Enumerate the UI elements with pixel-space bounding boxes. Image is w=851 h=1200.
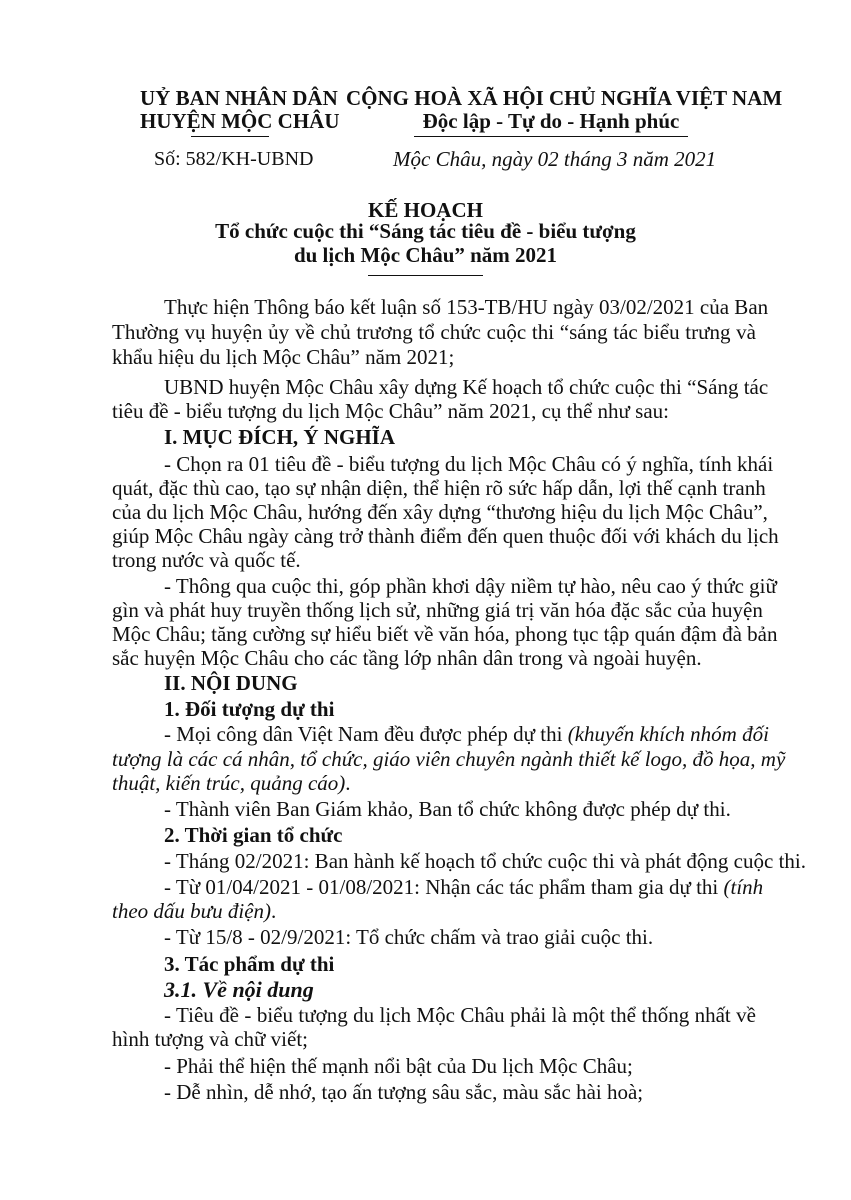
submission-period: . xyxy=(271,899,277,923)
subsection-3-1-paragraph-1-line-1: - Tiêu đề - biểu tượng du lịch Mộc Châu phải là một thể thống nhất về xyxy=(164,1003,756,1027)
document-number: Số: 582/KH-UBND xyxy=(154,148,314,170)
participants-note-start: (khuyến khích nhóm đối xyxy=(567,722,769,746)
national-title: CỘNG HOÀ XÃ HỘI CHỦ NGHĨA VIỆT NAM xyxy=(346,86,783,110)
section-1-paragraph-1-line-2: quát, đặc thù cao, tạo sự nhận diện, thể hiện rõ sức hấp dẫn, lợi thế cạnh tranh xyxy=(112,476,766,500)
section-1-paragraph-1-line-1: - Chọn ra 01 tiêu đề - biểu tượng du lịch Mộc Châu có ý nghĩa, tính khái xyxy=(164,452,774,476)
section-1-paragraph-2-line-3: Mộc Châu; tăng cường sự hiểu biết về văn hóa, phong tục tập quán đậm đà bản xyxy=(112,622,778,646)
issuer-name-line2: HUYỆN MỘC CHÂU xyxy=(140,109,340,133)
subsection-3-1-paragraph-3: - Dễ nhìn, dễ nhớ, tạo ấn tượng sâu sắc, màu sắc hài hoà; xyxy=(164,1080,644,1104)
subsection-1-heading: 1. Đối tượng dự thi xyxy=(164,697,335,721)
section-1-paragraph-1-line-4: giúp Mộc Châu ngày càng trở thành điểm đến quen thuộc đối với khách du lịch xyxy=(112,524,779,548)
participants-note-end: thuật, kiến trúc, quảng cáo) xyxy=(112,771,346,795)
title-underline xyxy=(368,275,483,276)
intro-paragraph-2-line-1: UBND huyện Mộc Châu xây dựng Kế hoạch tổ chức cuộc thi “Sáng tác xyxy=(164,375,769,399)
national-motto: Độc lập - Tự do - Hạnh phúc xyxy=(422,109,680,133)
subsection-1-paragraph-2: - Thành viên Ban Giám khảo, Ban tổ chức không được phép dự thi. xyxy=(164,797,731,821)
subsection-1-paragraph-1-line-3 xyxy=(112,771,351,796)
section-2-heading: II. NỘI DUNG xyxy=(164,671,298,695)
participants-text: - Mọi công dân Việt Nam đều được phép dự thi xyxy=(164,722,568,746)
intro-paragraph-1-line-1: Thực hiện Thông báo kết luận số 153-TB/HU ngày 03/02/2021 của Ban xyxy=(164,295,769,319)
section-1-paragraph-2-line-1: - Thông qua cuộc thi, góp phần khơi dậy niềm tự hào, nêu cao ý thức giữ xyxy=(164,574,777,598)
submission-period-text: - Từ 01/04/2021 - 01/08/2021: Nhận các tác phẩm tham gia dự thi xyxy=(164,875,724,899)
document-subtitle-line1: Tổ chức cuộc thi “Sáng tác tiêu đề - biểu tượng xyxy=(215,219,636,243)
document-subtitle-line2: du lịch Mộc Châu” năm 2021 xyxy=(293,243,558,267)
place-date: Mộc Châu, ngày 02 tháng 3 năm 2021 xyxy=(393,147,717,171)
subsection-3-1-paragraph-2: - Phải thể hiện thế mạnh nổi bật của Du lịch Mộc Châu; xyxy=(164,1054,633,1078)
section-1-paragraph-1-line-3: của du lịch Mộc Châu, hướng đến xây dựng “thương hiệu du lịch Mộc Châu”, xyxy=(112,500,768,524)
section-1-heading: I. MỤC ĐÍCH, Ý NGHĨA xyxy=(164,425,395,449)
subsection-2-paragraph-2-line-2 xyxy=(112,899,276,924)
section-1-paragraph-2-line-4: sắc huyện Mộc Châu cho các tầng lớp nhân dân trong và ngoài huyện. xyxy=(112,646,702,670)
section-1-paragraph-2-line-2: gìn và phát huy truyền thống lịch sử, những giá trị văn hóa đặc sắc của huyện xyxy=(112,598,763,622)
subsection-2-paragraph-3: - Từ 15/8 - 02/9/2021: Tổ chức chấm và trao giải cuộc thi. xyxy=(164,925,654,949)
issuer-name-line1: UỶ BAN NHÂN DÂN xyxy=(140,86,338,110)
issuer-underline xyxy=(191,136,269,137)
subsection-1-paragraph-1-line-1 xyxy=(164,722,769,747)
section-1-paragraph-1-line-5: trong nước và quốc tế. xyxy=(112,548,301,572)
intro-paragraph-1-line-3: khẩu hiệu du lịch Mộc Châu” năm 2021; xyxy=(112,345,455,369)
intro-paragraph-2-line-2: tiêu đề - biểu tượng du lịch Mộc Châu” năm 2021, cụ thể như sau: xyxy=(112,399,670,423)
subsection-1-paragraph-1-line-2: tượng là các cá nhân, tổ chức, giáo viên chuyên ngành thiết kế logo, đồ họa, mỹ xyxy=(112,747,786,771)
document-title: KẾ HOẠCH xyxy=(368,198,483,222)
intro-paragraph-1-line-2: Thường vụ huyện ủy về chủ trương tổ chức cuộc thi “sáng tác biểu trưng và xyxy=(112,320,756,344)
submission-note-start: (tính xyxy=(723,875,764,899)
subsection-3-1-heading: 3.1. Về nội dung xyxy=(164,977,314,1002)
submission-note-end: theo dấu bưu điện) xyxy=(112,899,272,923)
subsection-3-heading: 3. Tác phẩm dự thi xyxy=(164,952,335,976)
subsection-2-paragraph-2-line-1 xyxy=(164,875,763,900)
motto-underline xyxy=(414,136,688,137)
participants-period: . xyxy=(345,771,351,795)
subsection-2-paragraph-1: - Tháng 02/2021: Ban hành kế hoạch tổ chức cuộc thi và phát động cuộc thi. xyxy=(164,849,806,873)
subsection-2-heading: 2. Thời gian tổ chức xyxy=(164,823,343,847)
subsection-3-1-paragraph-1-line-2: hình tượng và chữ viết; xyxy=(112,1027,309,1051)
